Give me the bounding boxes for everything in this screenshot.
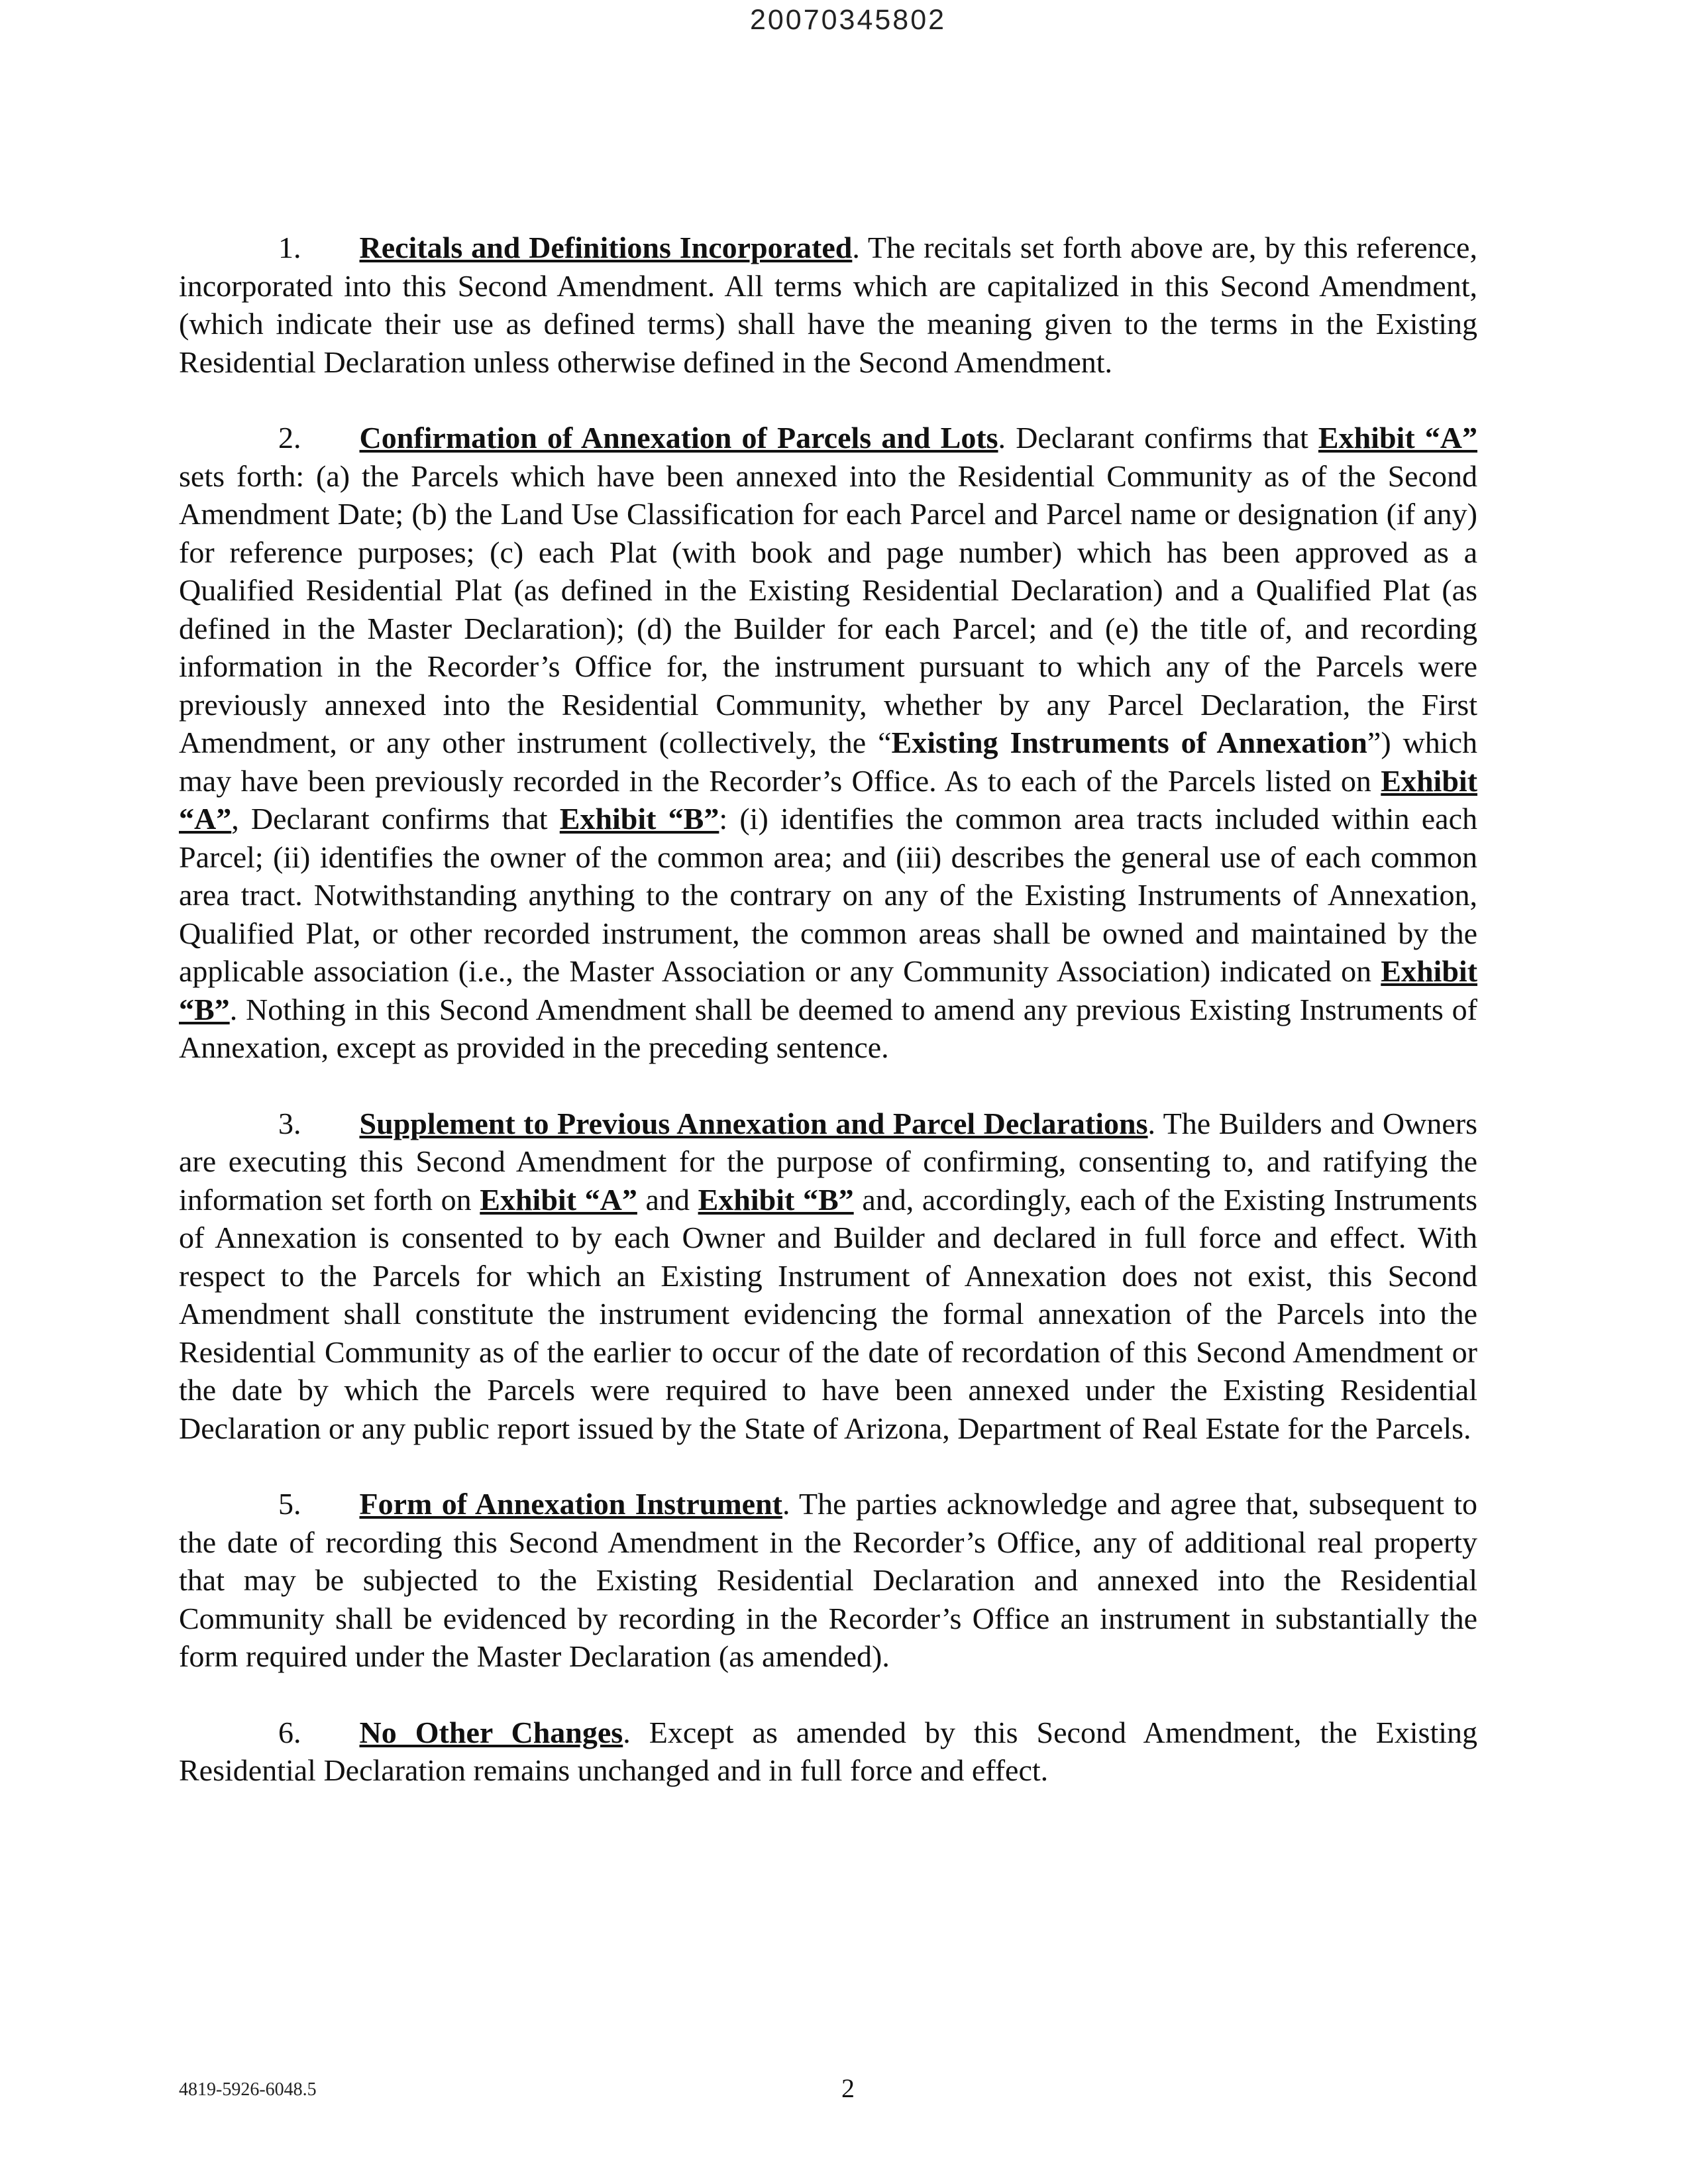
exhibit-a-reference: Exhibit “A” [1318,421,1478,455]
section-number: 1. [278,231,301,264]
section-heading: Form of Annexation Instrument [359,1487,783,1521]
section-text: The parties acknowledge and agree that, subsequent to the date of recording this Second Amendment in the Recorder’s Office, any of additional real property that may be subjected to the Existing Residential Declaration and annexed into the Residential Community shall be evidenced by recording in the Recorder’s Office an instrument in substantially the form required under the Master Declaration (as amended). [179,1487,1477,1673]
section-text: ”) which may have been previously recorded in the Recorder’s Office. As to each of the Parcels listed on [179,726,1478,798]
section-text: Except as amended by this Second Amendment, the Existing Residential Declaration remains unchanged and in full force and effect. [179,1715,1478,1787]
section-number: 2. [278,421,301,455]
section-1: 1. Recitals and Definitions Incorporated. The recitals set forth above are, by this reference, incorporated into this Second Amendment. All terms which are capitalized in this Second Amendment, (which indicate their use as defined terms) shall have the meaning given to the terms in the Existing Residential Declaration unless otherwise defined in the Second Amendment. [179,231,1477,379]
section-heading: Recitals and Definitions Incorporated [359,231,853,264]
exhibit-a-reference: Exhibit “A” [480,1182,637,1217]
page-number: 2 [841,2073,855,2103]
document-id: 4819-5926-6048.5 [179,2079,317,2100]
section-text: Declarant confirms that [1016,421,1308,455]
section-2: 2. Confirmation of Annexation of Parcels and Lots. Declarant confirms that Exhibit “A” sets forth: (a) the Parcels which have been annexed into the Residential Community as of the Second Amendment Date; (b) the Land Use Classification for each Parcel and Parcel name or designation (if any) for reference purposes; (c) each Plat (with book and page number) which has been approved as a Qualified Residential Plat (as defined in the Existing Residential Declaration) and a Qualified Plat (as defined in the Master Declaration); (d) the Builder for each Parcel; and (e) the title of, and recording information in the Recorder’s Office for, the instrument pursuant to which any of the Parcels were previously annexed into the Residential Community, whether by any Parcel Declaration, the First Amendment, or any other instrument (collectively, the “Existing Instruments of Annexation”) which may have been previously recorded in the Recorder’s Office. As to each of the Parcels listed on Exhibit “A”, Declarant confirms that Exhibit “B”: (i) identifies the common area tracts included within each Parcel; (ii) identifies the owner of the common area; and (iii) describes the general use of each common area tract. Notwithstanding anything to the contrary on any of the Existing Instruments of Annexation, Qualified Plat, or other recorded instrument, the common areas shall be owned and maintained by the applicable association (i.e., the Master Association or any Community Association) indicated on Exhibit “B”. Nothing in this Second Amendment shall be deemed to amend any previous Existing Instruments of Annexation, except as provided in the preceding sentence. [179,421,1478,1064]
document-body [179,229,1477,1828]
section-text: The recitals set forth above are, by this reference, incorporated into this Second Amendment. All terms which are capitalized in this Second Amendment, (which indicate their use as defined terms) shall have the meaning given to the terms in the Existing Residential Declaration unless otherwise defined in the Second Amendment. [179,231,1477,379]
defined-term: Existing Instruments of Annexation [891,726,1367,759]
section-number: 6. [278,1715,301,1749]
section-heading: Supplement to Previous Annexation and Parcel Declarations [359,1106,1148,1140]
section-3: 3. Supplement to Previous Annexation and Parcel Declarations. The Builders and Owners are executing this Second Amendment for the purpose of confirming, consenting to, and ratifying the information set forth on Exhibit “A” and Exhibit “B” and, accordingly, each of the Existing Instruments of Annexation is consented to by each Owner and Builder and declared in full force and effect. With respect to the Parcels for which an Existing Instrument of Annexation does not exist, this Second Amendment shall constitute the instrument evidencing the formal annexation of the Parcels into the Residential Community as of the earlier to occur of the date of recordation of this Second Amendment or the date by which the Parcels were required to have been annexed under the Existing Residential Declaration or any public report issued by the State of Arizona, Department of Real Estate for the Parcels. [179,1106,1478,1445]
section-6: 6. No Other Changes. Except as amended by this Second Amendment, the Existing Residential Declaration remains unchanged and in full force and effect. [179,1715,1478,1787]
section-number: 5. [278,1487,301,1521]
section-heading: Confirmation of Annexation of Parcels and Lots [359,421,998,455]
section-5: 5. Form of Annexation Instrument. The parties acknowledge and agree that, subsequent to the date of recording this Second Amendment in the Recorder’s Office, any of additional real property that may be subjected to the Existing Residential Declaration and annexed into the Residential Community shall be evidenced by recording in the Recorder’s Office an instrument in substantially the form required under the Master Declaration (as amended). [179,1487,1477,1673]
section-number: 3. [278,1106,301,1140]
recording-number: 20070345802 [749,4,947,36]
exhibit-a-reference: Exhibit “A” [179,763,1478,836]
section-text: and [645,1182,690,1217]
section-text: . Nothing in this Second Amendment shall be deemed to amend any previous Existing Instruments of Annexation, except as provided in the preceding sentence. [179,992,1477,1064]
exhibit-b-reference: Exhibit “B” [559,802,719,836]
section-text: , Declarant confirms that [231,802,548,836]
section-text: : (i) identifies the common area tracts included within each Parcel; (ii) identifies the owner of the common area; and (iii) describes the general use of each common area tract. Notwithstanding anything to the contrary on any of the Existing Instruments of Annexation, Qualified Plat, or other recorded instrument, the common areas shall be owned and maintained by the applicable association (i.e., the Master Association or any Community Association) indicated on [179,802,1478,988]
exhibit-b-reference: Exhibit “B” [698,1182,854,1217]
section-text: and, accordingly, each of the Existing Instruments of Annexation is consented to by each Owner and Builder and declared in full force and effect. With respect to the Parcels for which an Existing Instrument of Annexation does not exist, this Second Amendment shall constitute the instrument evidencing the formal annexation of the Parcels into the Residential Community as of the earlier to occur of the date of recordation of this Second Amendment or the date by which the Parcels were required to have been annexed under the Existing Residential Declaration or any public report issued by the State of Arizona, Department of Real Estate for the Parcels. [179,1182,1478,1445]
exhibit-b-reference: Exhibit “B” [179,954,1478,1026]
section-text: sets forth: (a) the Parcels which have been annexed into the Residential Community as of the Second Amendment Date; (b) the Land Use Classification for each Parcel and Parcel name or designation (if any) for reference purposes; (c) each Plat (with book and page number) which has been approved as a Qualified Residential Plat (as defined in the Existing Residential Declaration) and a Qualified Plat (as defined in the Master Declaration); (d) the Builder for each Parcel; and (e) the title of, and recording information in the Recorder’s Office for, the instrument pursuant to which any of the Parcels were previously annexed into the Residential Community, whether by any Parcel Declaration, the First Amendment, or any other instrument (collectively, the “ [179,459,1477,759]
section-heading: No Other Changes [359,1715,623,1749]
section-text: The Builders and Owners are executing this Second Amendment for the purpose of confirming, consenting to, and ratifying the information set forth on [179,1106,1477,1217]
